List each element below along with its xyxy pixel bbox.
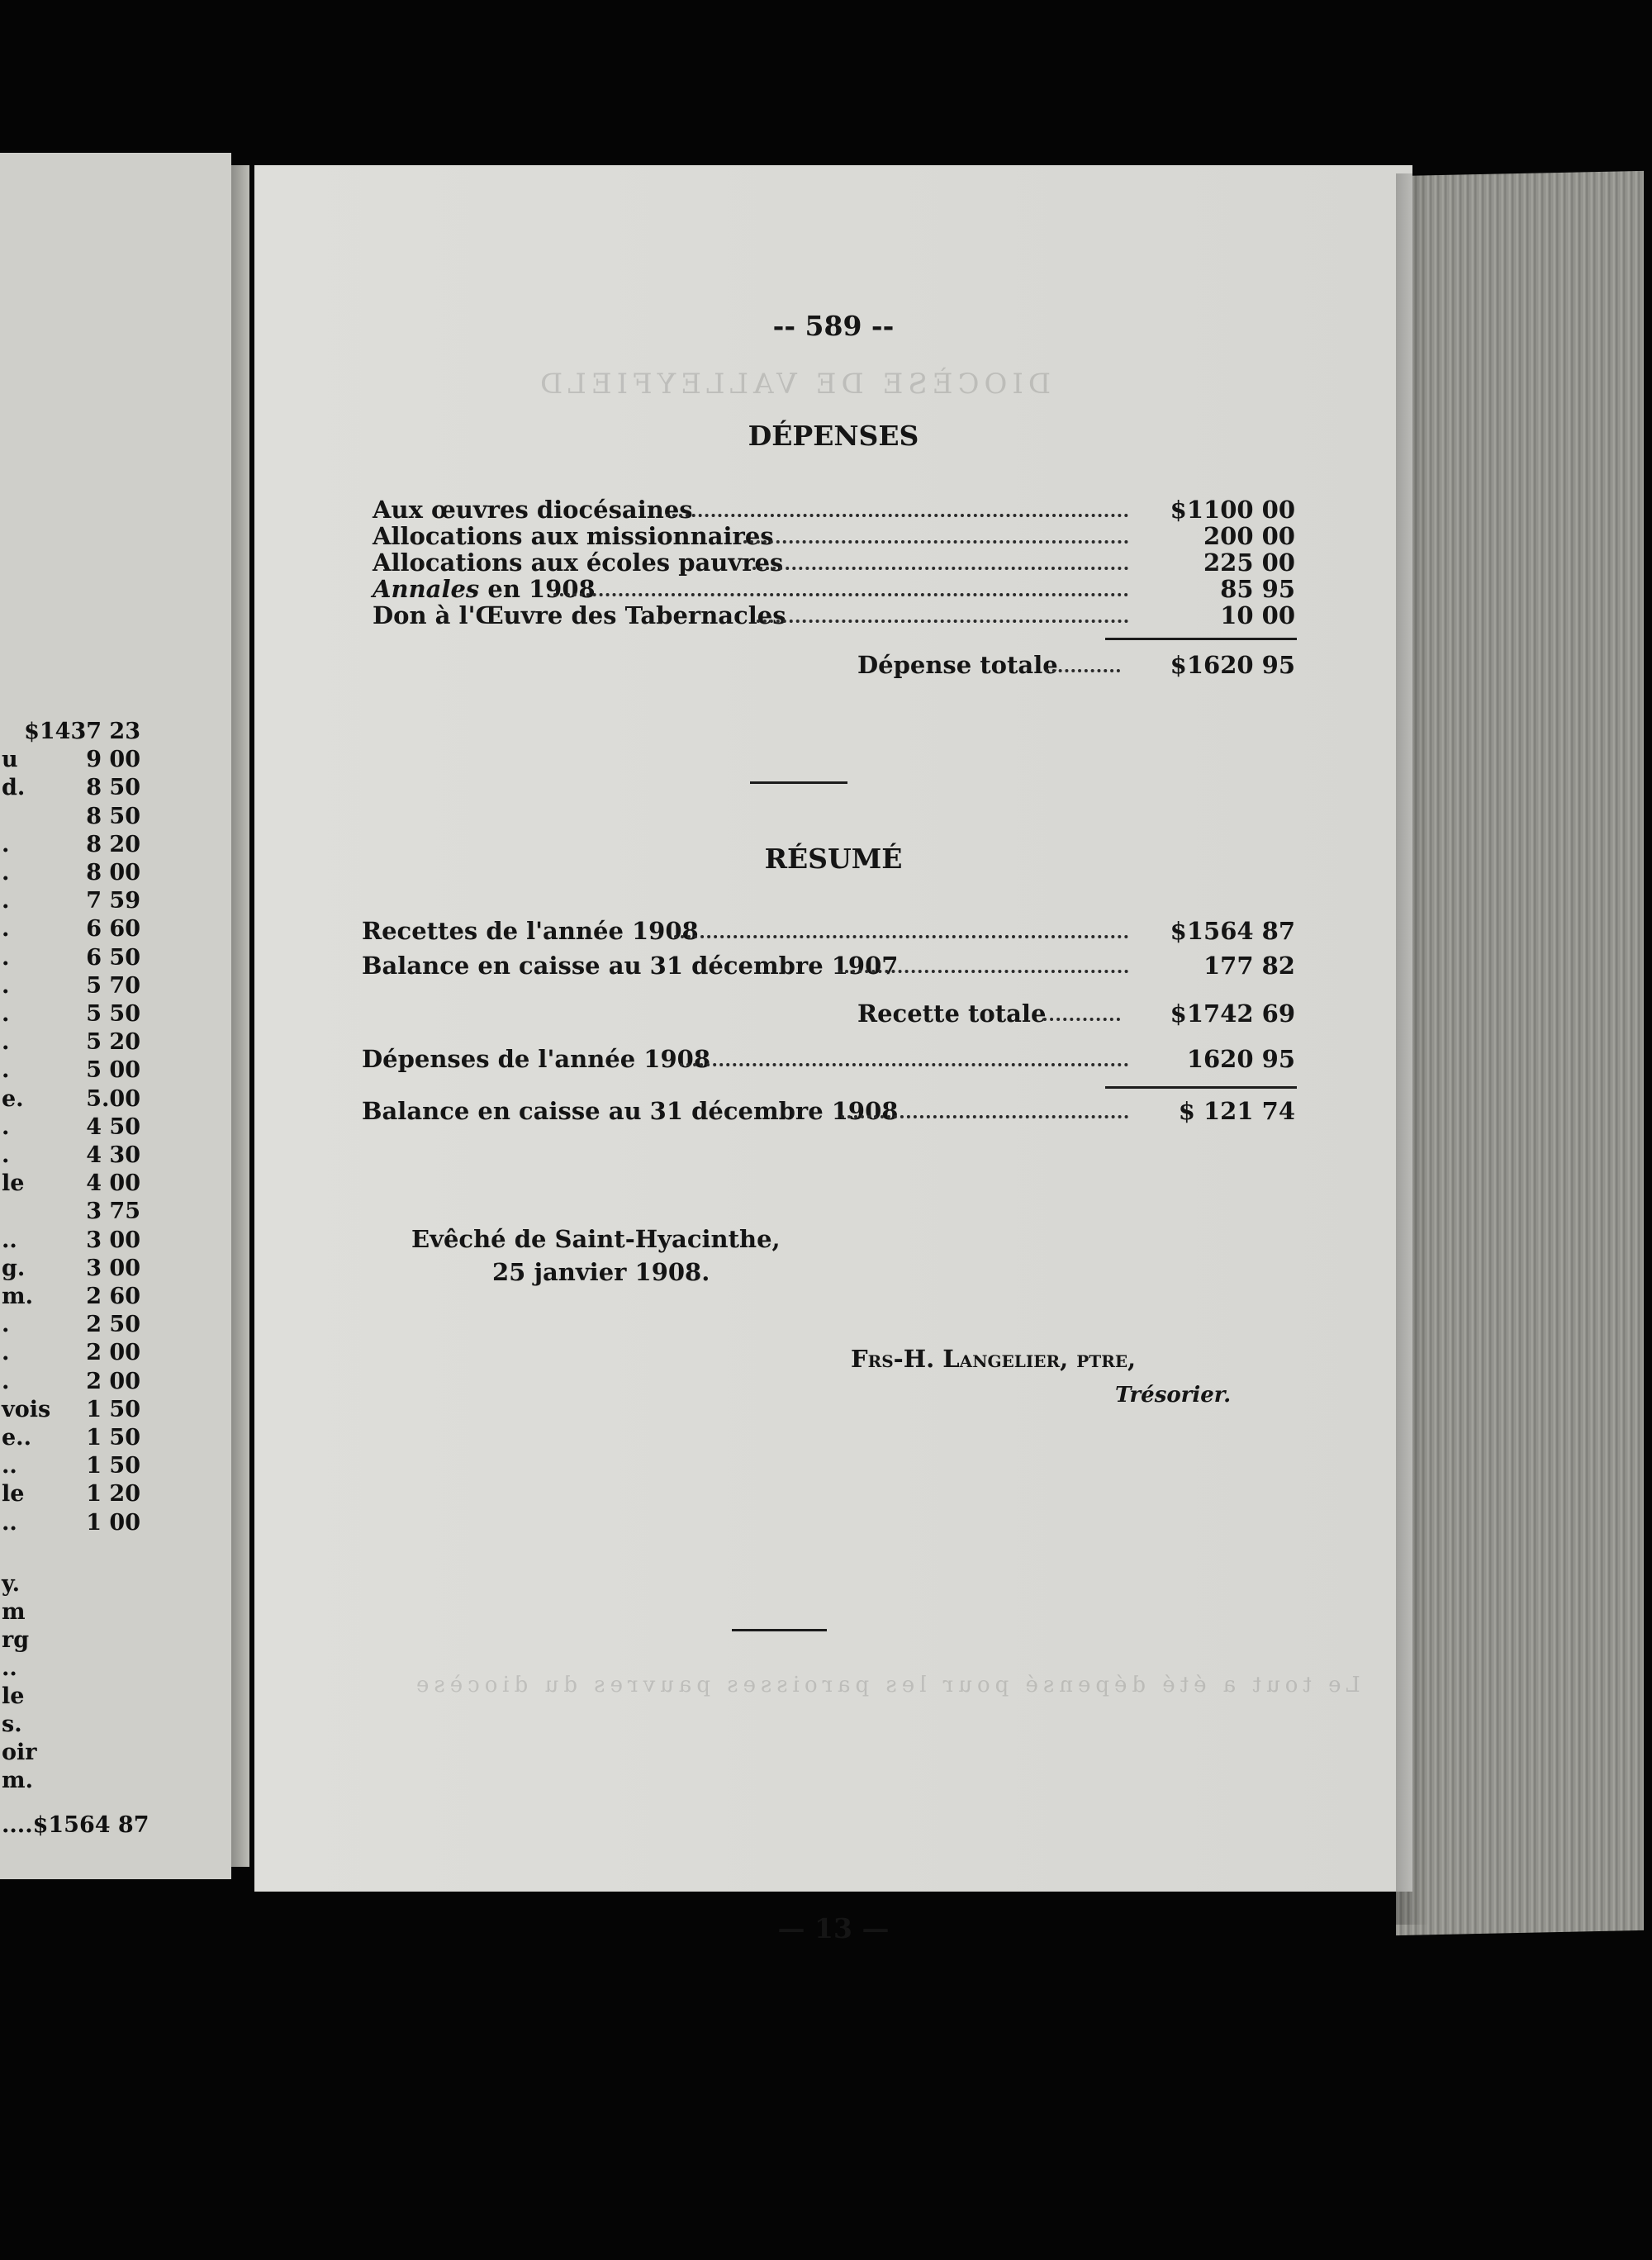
leader-dots [752, 563, 1128, 570]
depense-total-label: Dépense totale [857, 651, 1058, 679]
previous-page-row-value: 1 50 [86, 1453, 140, 1479]
previous-page-row-value: 1 00 [86, 1509, 140, 1536]
depense-amount: 10 00 [1220, 601, 1295, 629]
previous-page-row [0, 1340, 223, 1368]
previous-page-row [0, 973, 223, 1001]
previous-page-row-label: . [2, 1368, 10, 1394]
previous-page-row [0, 1199, 223, 1227]
previous-page-tail-label: m [2, 1598, 26, 1625]
previous-page-row-value: 6 50 [86, 944, 140, 971]
document-page [254, 165, 1412, 1944]
section-divider [732, 1629, 827, 1631]
depense-amount: 85 95 [1220, 575, 1295, 603]
leader-dots [553, 590, 1128, 596]
show-through-text: Le tout a été dépensé pour les paroisses pauvres du diocèse [411, 1673, 1360, 1697]
previous-page-row-label: . [2, 972, 10, 999]
previous-page-row-value: 1 50 [86, 1425, 140, 1450]
footer-page-marker: — 13 — [777, 1912, 890, 1944]
recette-totale-amount: $1742 69 [1170, 999, 1295, 1028]
previous-page-row-label: m. [2, 1284, 33, 1309]
depenses-annee-label: Dépenses de l'année 1908 [362, 1045, 711, 1073]
book-page-edges [1396, 171, 1644, 1935]
previous-page-row-value: 5.00 [86, 1085, 140, 1112]
previous-page-row-label: . [2, 1001, 10, 1027]
previous-page-row-value: 2 00 [86, 1340, 140, 1366]
previous-page-row [0, 1057, 223, 1085]
previous-page-row [0, 1256, 223, 1284]
previous-page-row-label: . [2, 831, 10, 857]
depense-amount: 225 00 [1203, 548, 1295, 577]
previous-page-row-value: 8 00 [86, 860, 140, 885]
previous-page-row-value: 5 50 [86, 1001, 140, 1027]
previous-page-row-label: .. [2, 1227, 17, 1253]
previous-page-row-value: 2 00 [86, 1368, 140, 1394]
leader-dots [743, 537, 1128, 544]
page-number: -- 589 -- [772, 310, 895, 342]
previous-page-total: ....$1564 87 [2, 1811, 150, 1838]
previous-page-row-value: 3 75 [86, 1199, 140, 1225]
previous-page-row-value: 1 50 [86, 1396, 140, 1422]
previous-page-row [0, 719, 223, 747]
previous-page-row-label: . [2, 944, 10, 971]
depense-label: Don à l'Œuvre des Tabernacles [373, 601, 786, 629]
balance-1907-label: Balance en caisse au 31 décembre 1907 [362, 952, 899, 980]
previous-page-row [0, 1029, 223, 1057]
previous-page-row-value: 5 20 [86, 1029, 140, 1056]
leader-dots [680, 1060, 1128, 1066]
previous-page-row [0, 1114, 223, 1142]
previous-page-row-label: . [2, 1340, 10, 1366]
previous-page-row-label: vois [2, 1396, 51, 1422]
previous-page-row [0, 1284, 223, 1312]
place-line: Evêché de Saint-Hyacinthe, [411, 1225, 781, 1253]
depense-label [373, 575, 596, 603]
balance-1908-label: Balance en caisse au 31 décembre 1908 [362, 1097, 899, 1125]
previous-page-row-value: 4 00 [86, 1170, 140, 1197]
previous-page-row [0, 860, 223, 888]
previous-page-row-label: . [2, 1312, 10, 1338]
section-divider [750, 781, 847, 784]
previous-page-row [0, 832, 223, 860]
previous-page-row-label: u [2, 747, 18, 773]
previous-page-row-label: e. [2, 1085, 24, 1112]
previous-page-row-value: $1437 23 [24, 719, 140, 744]
previous-page-row-label: le [2, 1170, 25, 1197]
leader-dots [757, 616, 1128, 623]
previous-page-row-value: 7 59 [86, 888, 140, 914]
previous-page-row-value: 5 00 [86, 1057, 140, 1084]
previous-page-tail-label: s. [2, 1711, 22, 1737]
previous-page-row-label: . [2, 1113, 10, 1140]
previous-page-row [0, 1510, 223, 1538]
balance-1907-amount: 177 82 [1203, 952, 1295, 980]
previous-page-row [0, 1453, 223, 1481]
previous-page-row-value: 2 60 [86, 1284, 140, 1309]
leader-dots [841, 1112, 1128, 1118]
previous-page-row-label: e.. [2, 1425, 31, 1450]
leader-dots [838, 966, 1128, 973]
depense-total-amount: $1620 95 [1170, 651, 1295, 679]
previous-page-row [0, 1397, 223, 1425]
previous-page-tail-label: rg [2, 1626, 30, 1653]
previous-page-row [0, 1142, 223, 1170]
previous-page-row-label: d. [2, 775, 26, 801]
signature-title: Trésorier. [1115, 1383, 1232, 1408]
previous-page-tail-label: oir [2, 1739, 37, 1765]
recettes-amount: $1564 87 [1170, 917, 1295, 945]
show-through-text: DIOCÈSE DE VALLEYFIELD [535, 368, 1051, 401]
depense-amount: $1100 00 [1170, 496, 1295, 524]
previous-page-row-value: 8 20 [86, 831, 140, 857]
previous-page-row-label: . [2, 1142, 10, 1168]
leader-dots [1046, 666, 1120, 672]
recette-totale-label: Recette totale [857, 999, 1047, 1028]
previous-page-row [0, 1369, 223, 1397]
previous-page-row [0, 1425, 223, 1453]
previous-page-row [0, 1086, 223, 1114]
previous-page-row [0, 1481, 223, 1509]
resume-heading: RÉSUMÉ [764, 843, 903, 875]
leader-dots [666, 510, 1128, 517]
previous-page-row-label: .. [2, 1509, 17, 1536]
previous-page-tail-label: le [2, 1683, 25, 1709]
sum-rule [1105, 638, 1297, 640]
previous-page-row-label: . [2, 888, 10, 914]
previous-page-row [0, 888, 223, 916]
previous-page-row-label: .. [2, 1453, 17, 1479]
signature-name: Frs-H. Langelier, ptre, [851, 1345, 1137, 1373]
depense-label: Aux œuvres diocésaines [373, 496, 693, 524]
page-edge-shadow [1396, 173, 1429, 1925]
previous-page-row [0, 747, 223, 775]
previous-page-row [0, 804, 223, 832]
previous-page-row-label: . [2, 860, 10, 885]
annales-year: en 1908 [479, 575, 596, 603]
leader-dots [674, 932, 1128, 938]
previous-page-row [0, 775, 223, 803]
previous-page-row-value: 8 50 [86, 775, 140, 801]
previous-page-row-value: 2 50 [86, 1312, 140, 1338]
previous-page-row-value: 6 60 [86, 916, 140, 942]
annales-italic: Annales [373, 575, 480, 603]
previous-page-tail-label: m. [2, 1767, 33, 1793]
previous-page-row-value: 1 20 [86, 1481, 140, 1507]
previous-page-row-label: g. [2, 1255, 26, 1281]
balance-1908-amount: $ 121 74 [1178, 1097, 1295, 1125]
depense-amount: 200 00 [1203, 522, 1295, 550]
previous-page-row-value: 9 00 [86, 747, 140, 773]
previous-page-row-label: . [2, 916, 10, 942]
previous-page-row-value: 3 00 [86, 1255, 140, 1281]
recettes-label: Recettes de l'année 1908 [362, 917, 699, 945]
previous-page-row [0, 1227, 223, 1256]
leader-dots [1043, 1014, 1120, 1021]
date-line: 25 janvier 1908. [492, 1258, 710, 1286]
sum-rule [1105, 1086, 1297, 1089]
previous-page-row [0, 945, 223, 973]
previous-page-tail-label: y. [2, 1570, 20, 1597]
previous-page-row-label: le [2, 1481, 25, 1507]
previous-page-row [0, 1001, 223, 1029]
previous-page-row-value: 5 70 [86, 972, 140, 999]
previous-page-row-label: . [2, 1057, 10, 1084]
depense-label: Allocations aux écoles pauvres [373, 548, 784, 577]
previous-page [0, 153, 231, 1879]
previous-page-row-value: 3 00 [86, 1227, 140, 1253]
depenses-heading: DÉPENSES [748, 420, 919, 452]
previous-page-row-value: 8 50 [86, 803, 140, 829]
previous-page-row [0, 1312, 223, 1340]
previous-page-row [0, 1170, 223, 1199]
depense-label: Allocations aux missionnaires [373, 522, 774, 550]
previous-page-row-label: . [2, 1029, 10, 1056]
previous-page-row-value: 4 30 [86, 1142, 140, 1168]
book-gutter [231, 165, 249, 1867]
previous-page-row-value: 4 50 [86, 1113, 140, 1140]
depenses-annee-amount: 1620 95 [1186, 1045, 1295, 1073]
previous-page-tail-label: .. [2, 1655, 17, 1681]
previous-page-row [0, 916, 223, 944]
